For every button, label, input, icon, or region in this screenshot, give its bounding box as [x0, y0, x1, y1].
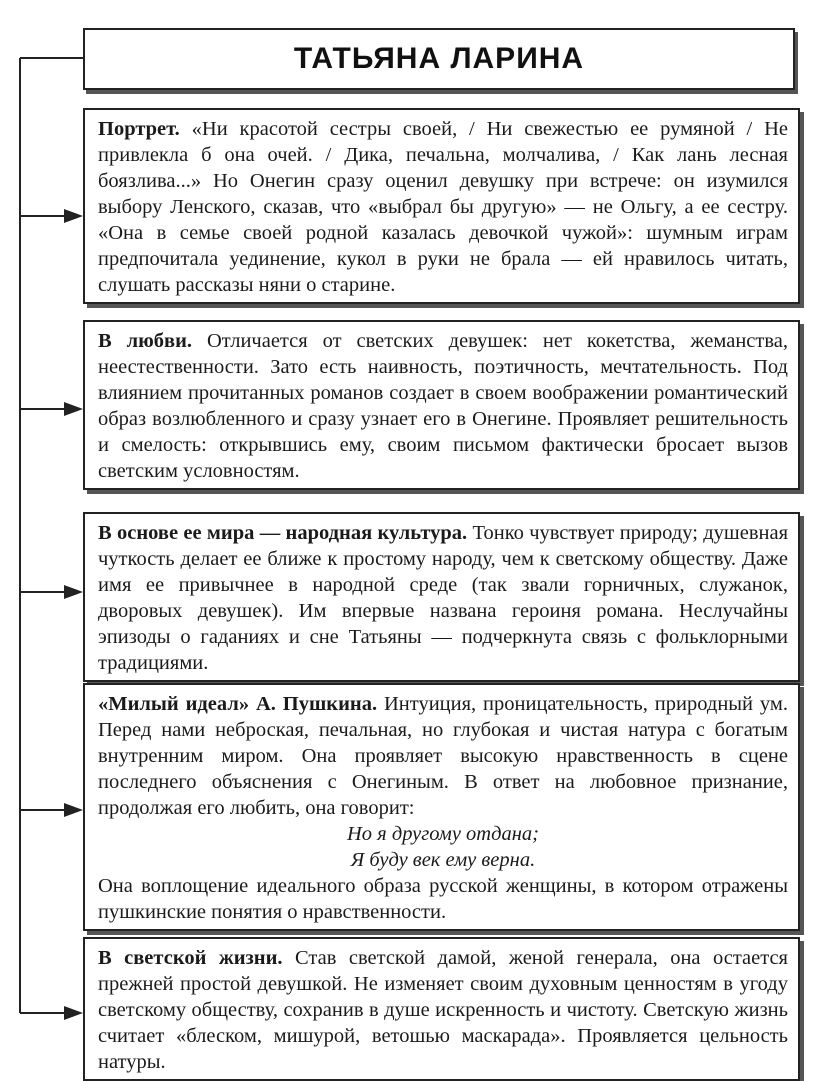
card-text: Отличается от светских девушек: нет кокетства, жеманства, неестественности. Зато есть наивность, поэтичность, мечтательность. Под влиянием прочитанных романов создает в своем воображении романтический образ возлюбленного и сразу узнает его в Онегине. Проявляет решительность и смелость: открывшись ему, своим письмом фактически бросает вызов светским условностям.: [98, 330, 788, 482]
card-lead: Портрет.: [98, 118, 180, 140]
arrowhead-2: [64, 402, 83, 416]
card-text: Интуиция, проницательность, природный ум. Перед нами неброская, печальная, но глубокая и чистая натура с богатым внутренним миром. Она проявляет высокую нравственность в сцене последнего объяснения с Онегиным. В ответ на любовное признание, продолжая его любить, она говорит:: [98, 693, 788, 819]
card-society-life: [83, 937, 800, 1081]
arrowhead-3: [64, 585, 83, 599]
card-lead: В светской жизни.: [98, 947, 283, 969]
arrowhead-1: [64, 209, 83, 223]
card-love: [83, 320, 800, 490]
card-text: «Ни красотой сестры своей, / Ни свежестью ее румяной / Не привлекла б она очей. / Дика, печальна, молчалива, / Как лань лесная боязлива...» Но Онегин сразу оценил девушку при встрече: он изумился выбору Ленского, сказав, что «выбрал бы другую» — не Ольгу, а ее сестру. «Она в семье своей родной казалась девочкой чужой»: шумным играм предпочитала уединение, кукол в руки не брала — ей нравилось читать, слушать рассказы няни о старине.: [98, 118, 788, 296]
card-ideal: [83, 683, 800, 931]
poem-quote-line-1: Но я другому отдана;: [347, 823, 539, 845]
arrowhead-5: [64, 1006, 83, 1020]
card-lead: В любви.: [98, 330, 193, 352]
card-lead: В основе ее мира — народная культура.: [98, 522, 468, 544]
card-folk-culture: [83, 512, 800, 682]
diagram-title: ТАТЬЯНА ЛАРИНА: [293, 42, 585, 75]
card-text: Став светской дамой, женой генерала, она остается прежней простой девушкой. Не изменяет своим духовным ценностям в угоду светскому обществу, сохранив в душе искренность и чистоту. Светскую жизнь считает «блеском, мишурой, ветошью маскарада». Проявляется цельность натуры.: [98, 947, 788, 1073]
card-text-after-quote: Она воплощение идеального образа русской женщины, в котором отражены пушкинские понятия о нравственности.: [98, 875, 788, 923]
arrowhead-4: [64, 803, 83, 817]
card-text: Тонко чувствует природу; душевная чуткость делает ее ближе к простому народу, чем к светскому обществу. Даже имя ее привычнее в народной среде (так звали горничных, служанок, дворовых девушек). Им впервые названа героиня романа. Неслучайны эпизоды о гаданиях и сне Татьяны — подчеркнута связь с фольклорными традициями.: [98, 522, 788, 674]
card-portrait: [83, 108, 800, 304]
title-box: [83, 28, 795, 90]
card-lead: «Милый идеал» А. Пушкина.: [98, 693, 378, 715]
poem-quote-line-2: Я буду век ему верна.: [350, 849, 536, 871]
